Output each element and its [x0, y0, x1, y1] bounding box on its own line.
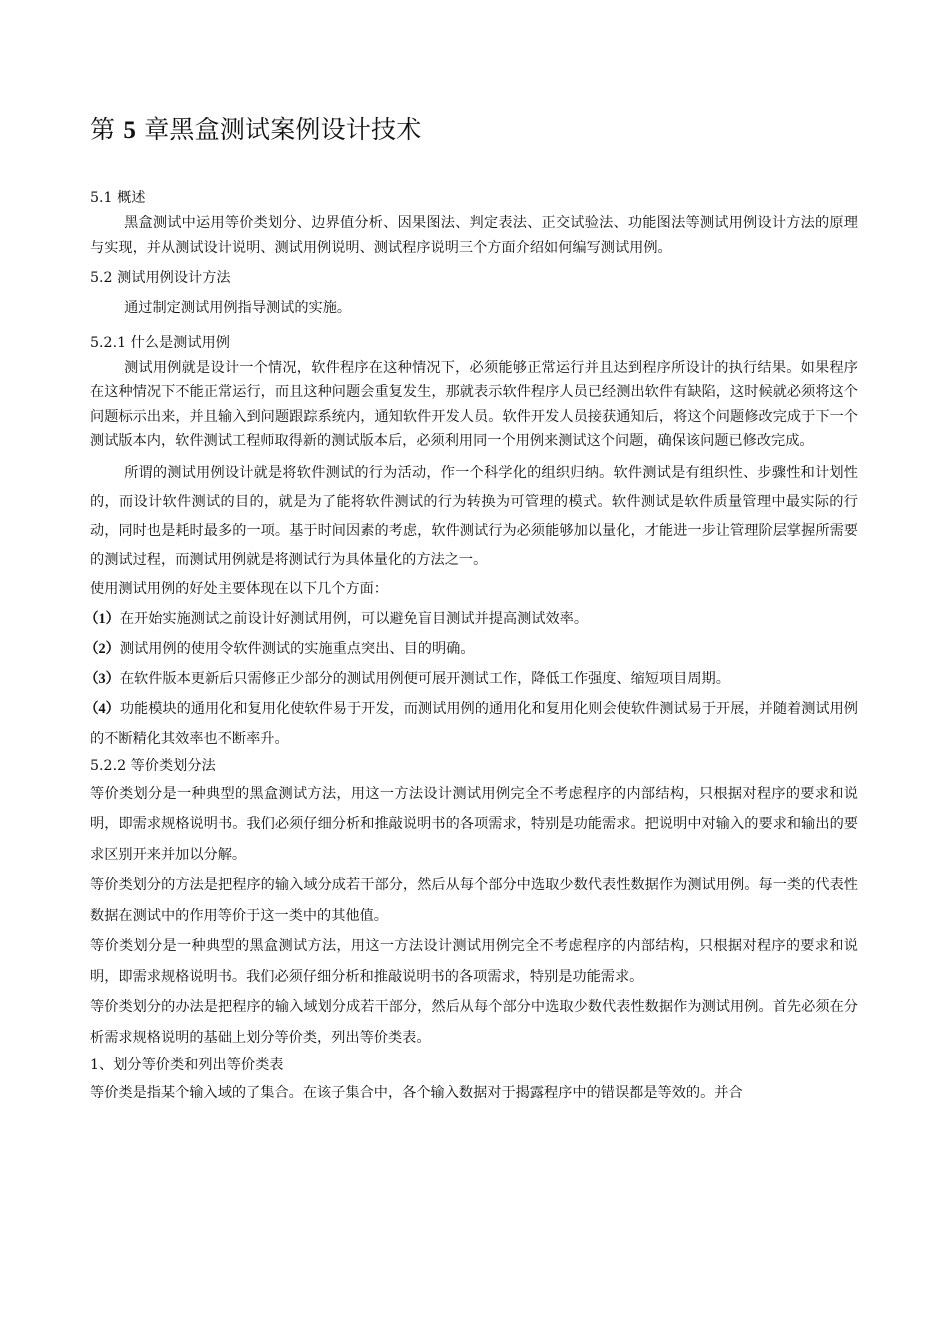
section-5-2-2-para-5: 等价类是指某个输入域的了集合。在该子集合中，各个输入数据对于揭露程序中的错误都是等效的。并合 — [90, 1085, 743, 1101]
chapter-title — [90, 112, 858, 149]
subsection-1-heading: 1、划分等价类和列出等价类表 — [90, 1057, 284, 1073]
benefit-item-4 — [84, 694, 858, 754]
section-5-2-2-para-4: 等价类划分的办法是把程序的输入域划分成若干部分，然后从每个部分中选取少数代表性数据作为测试用例。首先必须在分析需求规格说明的基础上划分等价类，列出等价类表。 — [90, 999, 858, 1046]
benefit-item-1 — [84, 604, 858, 634]
section-5-2-body: 通过制定测试用例指导测试的实施。 — [124, 300, 352, 316]
benefit-item-text: 在软件版本更新后只需修正少部分的测试用例便可展开测试工作，降低工作强度、缩短项目周期。 — [119, 670, 730, 687]
chapter-number: 5 — [123, 117, 137, 144]
section-5-1-heading: 5.1 概述 — [90, 190, 146, 206]
section-5-2-2-para-1: 等价类划分是一种典型的黑盒测试方法，用这一方法设计测试用例完全不考虑程序的内部结构，只根据对程序的要求和说明，即需求规格说明书。我们必须仔细分析和推敲说明书的各项需求，特别是功能需求。把说明中对输入的要求和输出的要求区别开来并加以分解。 — [90, 785, 858, 863]
benefit-item-3 — [84, 664, 858, 694]
benefit-item-number: （1） — [84, 610, 120, 627]
chapter-title-text: 章黑盒测试案例设计技术 — [144, 115, 422, 144]
benefit-item-number: （2） — [84, 640, 120, 657]
benefit-item-text: 测试用例的使用令软件测试的实施重点突出、目的明确。 — [119, 640, 475, 657]
section-5-2-2-para-2: 等价类划分的方法是把程序的输入域分成若干部分，然后从每个部分中选取少数代表性数据作为测试用例。每一类的代表性数据在测试中的作用等价于这一类中的其他值。 — [90, 877, 858, 924]
section-5-2-heading: 5.2 测试用例设计方法 — [90, 270, 231, 286]
benefits-intro: 使用测试用例的好处主要体现在以下几个方面： — [90, 580, 388, 597]
benefit-item-text: 功能模块的通用化和复用化使软件易于开发，而测试用例的通用化和复用化则会使软件测试易于开展，并随着测试用例的不断精化其效率也不断率升。 — [90, 700, 858, 747]
benefit-item-text: 在开始实施测试之前设计好测试用例，可以避免盲目测试并提高测试效率。 — [119, 610, 589, 627]
benefit-item-number: （4） — [84, 700, 120, 717]
spacer — [90, 321, 858, 331]
benefit-item-number: （3） — [84, 670, 120, 687]
section-5-2-2-para-3: 等价类划分是一种典型的黑盒测试方法，用这一方法设计测试用例完全不考虑程序的内部结构，只根据对程序的要求和说明，即需求规格说明书。我们必须仔细分析和推敲说明书的各项需求，特别是功能需求。 — [90, 938, 858, 985]
section-5-2-2-heading: 5.2.2 等价类划分法 — [90, 757, 216, 774]
spacer — [90, 149, 858, 185]
section-5-1-body: 黑盒测试中运用等价类划分、边界值分析、因果图法、判定表法、正交试验法、功能图法等测试用例设计方法的原理与实现，并从测试设计说明、测试用例说明、测试程序说明三个方面介绍如何编写测试用例。 — [90, 215, 858, 256]
chapter-prefix: 第 — [90, 115, 116, 144]
section-5-2-1-para-1: 测试用例就是设计一个情况，软件程序在这种情况下，必须能够正常运行并且达到程序所设计的执行结果。如果程序在这种情况下不能正常运行，而且这种问题会重复发生，那就表示软件程序人员已经测出软件有缺陷，这时候就必须将这个问题标示出来，并且输入到问题跟踪系统内，通知软件开发人员。软件开发人员接获通知后，将这个问题修改完成于下一个测试版本内，软件测试工程师取得新的测试版本后，必须利用同一个用例来测试这个问题，确保该问题已修改完成。 — [90, 359, 858, 449]
benefit-item-2 — [84, 634, 858, 664]
section-5-2-1-para-2: 所谓的测试用例设计就是将软件测试的行为活动，作一个科学化的组织归纳。软件测试是有组织性、步骤性和计划性的，而设计软件测试的目的，就是为了能将软件测试的行为转换为可管理的模式。软件测试是软件质量管理中最实际的行动，同时也是耗时最多的一项。基于时间因素的考虑，软件测试行为必须能够加以量化，才能进一步让管理阶层掌握所需要的测试过程，而测试用例就是将测试行为具体量化的方法之一。 — [90, 464, 858, 568]
section-5-2-1-heading: 5.2.1 什么是测试用例 — [90, 334, 230, 351]
document-content — [84, 112, 858, 1109]
